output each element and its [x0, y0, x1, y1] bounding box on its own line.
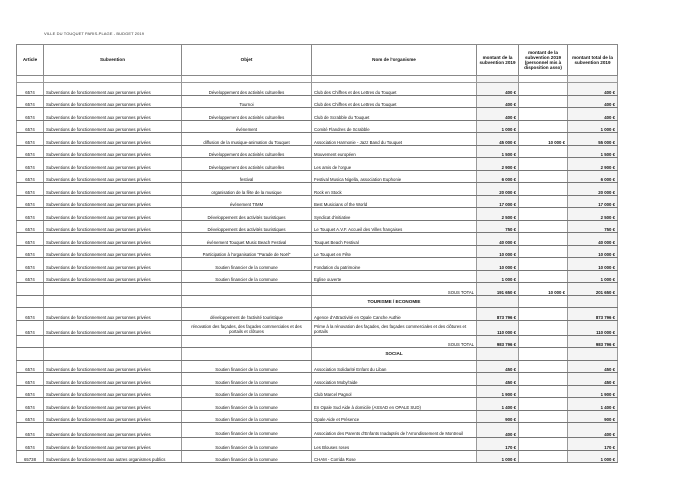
table-row — [17, 108, 618, 121]
organisme-cell: Le Touquet A.V.F. Accueil des Villes françaises — [312, 220, 477, 233]
total-cell: 1 000 € — [568, 120, 618, 133]
montant-cell: 110 000 € — [477, 320, 519, 335]
objet-cell: développement de l'activité touristique — [182, 308, 312, 321]
montant-personnel-cell — [519, 120, 568, 133]
empty-cell — [182, 348, 312, 361]
objet-cell: Développement des activités touristiques — [182, 220, 312, 233]
article-cell: 6574 — [17, 245, 44, 258]
table-row — [17, 398, 618, 411]
montant-personnel-cell — [519, 220, 568, 233]
subvention-cell: Subventions de fonctionnement aux personnes privées — [44, 233, 182, 246]
montant-cell: 1 000 € — [477, 270, 519, 283]
subvention-cell: Subventions de fonctionnement aux personnes privées — [44, 308, 182, 321]
subvention-cell: Subventions de fonctionnement aux personnes privées — [44, 133, 182, 146]
montant-personnel-cell — [519, 398, 568, 411]
article-cell: 6574 — [17, 158, 44, 171]
header-organisme: Nom de l'organisme — [312, 45, 477, 76]
table-row — [17, 158, 618, 171]
table-row — [17, 245, 618, 258]
objet-cell: Développement des activités culturelles — [182, 108, 312, 121]
organisme-cell: Prime à la rénovation des façades, des façades commerciales et des clôtures et portails — [312, 320, 477, 335]
organisme-cell: Les amis de l'orgue — [312, 158, 477, 171]
article-cell: 6574 — [17, 133, 44, 146]
objet-cell: Développement des activités culturelles — [182, 145, 312, 158]
montant-personnel-cell — [519, 360, 568, 373]
article-cell: 6574 — [17, 83, 44, 96]
table-row — [17, 385, 618, 398]
organisme-cell: Association Mobyl'aide — [312, 373, 477, 386]
spacer-cell — [519, 76, 568, 83]
organisme-cell: Association des Parents d'Enfants Inadaptés de l'Arrondissement de Montreuil — [312, 423, 477, 438]
empty-cell — [477, 348, 519, 361]
subtotal-row — [17, 283, 618, 296]
objet-cell: Soutien financier de la commune — [182, 360, 312, 373]
total-cell: 20 000 € — [568, 183, 618, 196]
empty-cell — [17, 295, 44, 308]
objet-cell: Participation à l'organisation "Parade de Noël" — [182, 245, 312, 258]
table-row — [17, 308, 618, 321]
montant-personnel-cell — [519, 245, 568, 258]
subvention-cell: Subventions de fonctionnement aux personnes privées — [44, 120, 182, 133]
header-row — [17, 45, 618, 76]
montant-cell: 45 000 € — [477, 133, 519, 146]
montant-personnel-cell — [519, 83, 568, 96]
budget-table — [16, 44, 618, 463]
montant-personnel-cell — [519, 108, 568, 121]
subvention-cell: Subventions de fonctionnement aux personnes privées — [44, 95, 182, 108]
objet-cell: Soutien financier de la commune — [182, 410, 312, 423]
objet-cell: Soutien financier de la commune — [182, 258, 312, 271]
empty-cell — [44, 295, 182, 308]
empty-cell — [17, 335, 44, 348]
total-cell: 1 400 € — [568, 398, 618, 411]
objet-cell: Soutien financier de la commune — [182, 385, 312, 398]
objet-cell: Soutien financier de la commune — [182, 398, 312, 411]
subvention-cell: Subventions de fonctionnement aux personnes privées — [44, 423, 182, 438]
organisme-cell: Comité Flandres de Scrabble — [312, 120, 477, 133]
objet-cell: Développement des activités culturelles — [182, 83, 312, 96]
header-article: Article — [17, 45, 44, 76]
organisme-cell: Rock en Stock — [312, 183, 477, 196]
total-cell: 450 € — [568, 360, 618, 373]
section-title: SOCIAL — [312, 348, 477, 361]
montant-personnel-cell — [519, 410, 568, 423]
montant-cell: 20 000 € — [477, 183, 519, 196]
montant-personnel-cell — [519, 258, 568, 271]
table-row — [17, 183, 618, 196]
section-title: TOURISME / ECONOMIE — [312, 295, 477, 308]
subvention-cell: Subventions de fonctionnement aux personnes privées — [44, 373, 182, 386]
section-tourisme — [17, 295, 618, 308]
organisme-cell: Club des Chiffres et des Lettres du Touquet — [312, 83, 477, 96]
spacer-cell — [312, 76, 477, 83]
montant-cell: 1 500 € — [477, 145, 519, 158]
article-cell: 6574 — [17, 398, 44, 411]
montant-personnel-cell — [519, 158, 568, 171]
subtotal-personnel: 10 000 € — [519, 283, 568, 296]
montant-cell: 873 796 € — [477, 308, 519, 321]
subvention-cell: Subventions de fonctionnement aux personnes privées — [44, 360, 182, 373]
organisme-cell: Club de Scrabble du Touquet — [312, 108, 477, 121]
article-cell: 6574 — [17, 270, 44, 283]
empty-cell — [182, 335, 312, 348]
subvention-cell: Subventions de fonctionnement aux personnes privées — [44, 245, 182, 258]
objet-cell: événement Touquet Music Beach Festival — [182, 233, 312, 246]
article-cell: 6574 — [17, 308, 44, 321]
montant-personnel-cell — [519, 145, 568, 158]
objet-cell: Soutien financier de la commune — [182, 373, 312, 386]
montant-cell: 900 € — [477, 410, 519, 423]
subvention-cell: Subventions de fonctionnement aux personnes privées — [44, 108, 182, 121]
article-cell: 6574 — [17, 208, 44, 221]
montant-personnel-cell — [519, 183, 568, 196]
total-cell: 2 900 € — [568, 158, 618, 171]
montant-personnel-cell — [519, 373, 568, 386]
montant-personnel-cell — [519, 308, 568, 321]
montant-cell: 170 € — [477, 438, 519, 451]
article-cell: 6574 — [17, 183, 44, 196]
subvention-cell: Subventions de fonctionnement aux personnes privées — [44, 208, 182, 221]
objet-cell: festival — [182, 170, 312, 183]
objet-cell: Soutien financier de la commune — [182, 423, 312, 438]
empty-cell — [44, 348, 182, 361]
spacer-cell — [44, 76, 182, 83]
objet-cell: Soutien financier de la commune — [182, 450, 312, 463]
montant-cell: 1 000 € — [477, 450, 519, 463]
montant-cell: 40 000 € — [477, 233, 519, 246]
table-row — [17, 170, 618, 183]
subtotal-label: SOUS TOTAL — [312, 283, 477, 296]
montant-cell: 17 000 € — [477, 195, 519, 208]
total-cell: 17 000 € — [568, 195, 618, 208]
table-row — [17, 320, 618, 335]
montant-personnel-cell — [519, 450, 568, 463]
total-cell: 400 € — [568, 108, 618, 121]
article-cell: 6574 — [17, 95, 44, 108]
empty-cell — [182, 283, 312, 296]
montant-cell: 450 € — [477, 360, 519, 373]
article-cell: 6574 — [17, 170, 44, 183]
montant-cell: 6 000 € — [477, 170, 519, 183]
subvention-cell: Subventions de fonctionnement aux personnes privées — [44, 83, 182, 96]
article-cell: 6574 — [17, 233, 44, 246]
subvention-cell: Subventions de fonctionnement aux personnes privées — [44, 398, 182, 411]
total-cell: 873 796 € — [568, 308, 618, 321]
total-cell: 400 € — [568, 83, 618, 96]
montant-cell: 2 900 € — [477, 158, 519, 171]
article-cell: 6574 — [17, 220, 44, 233]
objet-cell: diffusion de la musique-animation du Touquet — [182, 133, 312, 146]
subvention-cell: Subventions de fonctionnement aux personnes privées — [44, 195, 182, 208]
montant-personnel-cell — [519, 170, 568, 183]
organisme-cell: Association Solidarité Enfant du Liban — [312, 360, 477, 373]
total-cell: 170 € — [568, 438, 618, 451]
organisme-cell: Les Blouses roses — [312, 438, 477, 451]
header-subvention: Subvention — [44, 45, 182, 76]
empty-cell — [519, 348, 568, 361]
table-row — [17, 270, 618, 283]
organisme-cell: CHAM - Corrida Rose — [312, 450, 477, 463]
organisme-cell: Fondation du patrimoine — [312, 258, 477, 271]
spacer-cell — [477, 76, 519, 83]
total-cell: 110 000 € — [568, 320, 618, 335]
montant-personnel-cell — [519, 208, 568, 221]
total-cell: 450 € — [568, 373, 618, 386]
montant-personnel-cell — [519, 385, 568, 398]
subtotal-total: 983 796 € — [568, 335, 618, 348]
montant-cell: 1 000 € — [477, 120, 519, 133]
total-cell: 6 000 € — [568, 170, 618, 183]
montant-personnel-cell — [519, 270, 568, 283]
organisme-cell: Syndicat d'initiative — [312, 208, 477, 221]
objet-cell: événement — [182, 120, 312, 133]
subtotal-personnel — [519, 335, 568, 348]
organisme-cell: Eglise ouverte — [312, 270, 477, 283]
subvention-cell: Subventions de fonctionnement aux personnes privées — [44, 270, 182, 283]
organisme-cell: Touquet Beach Festival — [312, 233, 477, 246]
subvention-cell: Subventions de fonctionnement aux personnes privées — [44, 385, 182, 398]
organisme-cell: Association Harmonie - Jazz Band du Touquet — [312, 133, 477, 146]
table-row — [17, 258, 618, 271]
montant-personnel-cell — [519, 95, 568, 108]
subtotal-total: 201 650 € — [568, 283, 618, 296]
objet-cell: rénovation des façades, des façades commerciales et des portails et clôtures — [182, 320, 312, 335]
subvention-cell: Subventions de fonctionnement aux personnes privées — [44, 183, 182, 196]
empty-cell — [182, 295, 312, 308]
montant-cell: 2 500 € — [477, 208, 519, 221]
montant-cell: 400 € — [477, 423, 519, 438]
organisme-cell: Agence d'Attractivité en Opale Canche Authie — [312, 308, 477, 321]
subvention-cell: Subventions de fonctionnement aux personnes privées — [44, 320, 182, 335]
montant-cell: 400 € — [477, 83, 519, 96]
spacer-cell — [182, 76, 312, 83]
table-row — [17, 208, 618, 221]
total-cell: 400 € — [568, 95, 618, 108]
table-row — [17, 373, 618, 386]
spacer-cell — [17, 76, 44, 83]
table-row — [17, 133, 618, 146]
article-cell: 6574 — [17, 145, 44, 158]
article-cell: 6574 — [17, 108, 44, 121]
empty-cell — [17, 348, 44, 361]
total-cell: 1 000 € — [568, 450, 618, 463]
objet-cell: événement TIMM — [182, 195, 312, 208]
subvention-cell: Subventions de fonctionnement aux personnes privées — [44, 145, 182, 158]
objet-cell: Développement des activités touristiques — [182, 208, 312, 221]
montant-personnel-cell — [519, 233, 568, 246]
empty-cell — [568, 295, 618, 308]
table-row — [17, 95, 618, 108]
organisme-cell: Mouvement européen — [312, 145, 477, 158]
article-cell: 6574 — [17, 120, 44, 133]
total-cell: 10 000 € — [568, 258, 618, 271]
organisme-cell: Best Musicians of the World — [312, 195, 477, 208]
organisme-cell: Festival Musica Nigella, association Euphonie — [312, 170, 477, 183]
article-cell: 6574 — [17, 320, 44, 335]
table-row — [17, 233, 618, 246]
article-cell: 6574 — [17, 423, 44, 438]
subvention-cell: Subventions de fonctionnement aux personnes privées — [44, 220, 182, 233]
montant-personnel-cell — [519, 320, 568, 335]
header-montant-personnel: montant de la subvention 2019 (personnel mis à disposition asso) — [519, 45, 568, 76]
document-title: VILLE DU TOUQUET PARIS-PLAGE - BUDGET 2019 — [44, 31, 145, 36]
organisme-cell: Le Touquet en Fête — [312, 245, 477, 258]
objet-cell: organisation de la fête de la musique — [182, 183, 312, 196]
total-cell: 2 500 € — [568, 208, 618, 221]
total-cell: 40 000 € — [568, 233, 618, 246]
table-row — [17, 145, 618, 158]
spacer-row — [17, 76, 618, 83]
subvention-cell: Subventions de fonctionnement aux personnes privées — [44, 158, 182, 171]
article-cell: 6574 — [17, 195, 44, 208]
total-cell: 900 € — [568, 410, 618, 423]
organisme-cell: En Opale Sud Aide à domicile (ASSAD en OPALE SUD) — [312, 398, 477, 411]
subvention-cell: Subventions de fonctionnement aux personnes privées — [44, 410, 182, 423]
organisme-cell: Club Marcel Pagnol — [312, 385, 477, 398]
table-row — [17, 438, 618, 451]
subtotal-montant: 983 796 € — [477, 335, 519, 348]
total-cell: 10 000 € — [568, 245, 618, 258]
article-cell: 6574 — [17, 438, 44, 451]
table-row — [17, 450, 618, 463]
table-row — [17, 220, 618, 233]
header-objet: Objet — [182, 45, 312, 76]
article-cell: 6574 — [17, 360, 44, 373]
montant-cell: 10 000 € — [477, 258, 519, 271]
table-row — [17, 360, 618, 373]
total-cell: 55 000 € — [568, 133, 618, 146]
empty-cell — [477, 295, 519, 308]
spacer-cell — [568, 76, 618, 83]
article-cell: 6574 — [17, 385, 44, 398]
empty-cell — [568, 348, 618, 361]
objet-cell: Soutien financier de la commune — [182, 270, 312, 283]
subtotal-montant: 191 650 € — [477, 283, 519, 296]
subtotal-label: SOUS TOTAL — [312, 335, 477, 348]
article-cell: 6574 — [17, 258, 44, 271]
section-social — [17, 348, 618, 361]
subvention-cell: Subventions de fonctionnement aux personnes privées — [44, 170, 182, 183]
header-montant: montant de la subvention 2019 — [477, 45, 519, 76]
objet-cell: Tournoi — [182, 95, 312, 108]
article-cell: 6574 — [17, 373, 44, 386]
article-cell: 65738 — [17, 450, 44, 463]
objet-cell: Soutien financier de la commune — [182, 438, 312, 451]
table-row — [17, 195, 618, 208]
montant-cell: 450 € — [477, 373, 519, 386]
subvention-cell: Subventions de fonctionnement aux autres organismes publics — [44, 450, 182, 463]
table-row — [17, 423, 618, 438]
montant-cell: 1 900 € — [477, 385, 519, 398]
montant-cell: 10 000 € — [477, 245, 519, 258]
empty-cell — [519, 295, 568, 308]
total-cell: 400 € — [568, 423, 618, 438]
montant-cell: 1 400 € — [477, 398, 519, 411]
organisme-cell: Opale Aide et Présence — [312, 410, 477, 423]
montant-personnel-cell — [519, 423, 568, 438]
subtotal-row — [17, 335, 618, 348]
montant-cell: 400 € — [477, 108, 519, 121]
montant-cell: 750 € — [477, 220, 519, 233]
header-total: montant total de la subvention 2019 — [568, 45, 618, 76]
montant-personnel-cell — [519, 195, 568, 208]
empty-cell — [44, 283, 182, 296]
organisme-cell: Club des Chiffres et des Lettres du Touquet — [312, 95, 477, 108]
total-cell: 1 500 € — [568, 145, 618, 158]
table-row — [17, 410, 618, 423]
table-row — [17, 83, 618, 96]
total-cell: 750 € — [568, 220, 618, 233]
total-cell: 1 000 € — [568, 270, 618, 283]
objet-cell: Développement des activités culturelles — [182, 158, 312, 171]
empty-cell — [44, 335, 182, 348]
montant-personnel-cell: 10 000 € — [519, 133, 568, 146]
subvention-cell: Subventions de fonctionnement aux personnes privées — [44, 258, 182, 271]
empty-cell — [17, 283, 44, 296]
montant-cell: 400 € — [477, 95, 519, 108]
table-row — [17, 120, 618, 133]
article-cell: 6574 — [17, 410, 44, 423]
total-cell: 1 900 € — [568, 385, 618, 398]
montant-personnel-cell — [519, 438, 568, 451]
subvention-cell: Subventions de fonctionnement aux personnes privées — [44, 438, 182, 451]
